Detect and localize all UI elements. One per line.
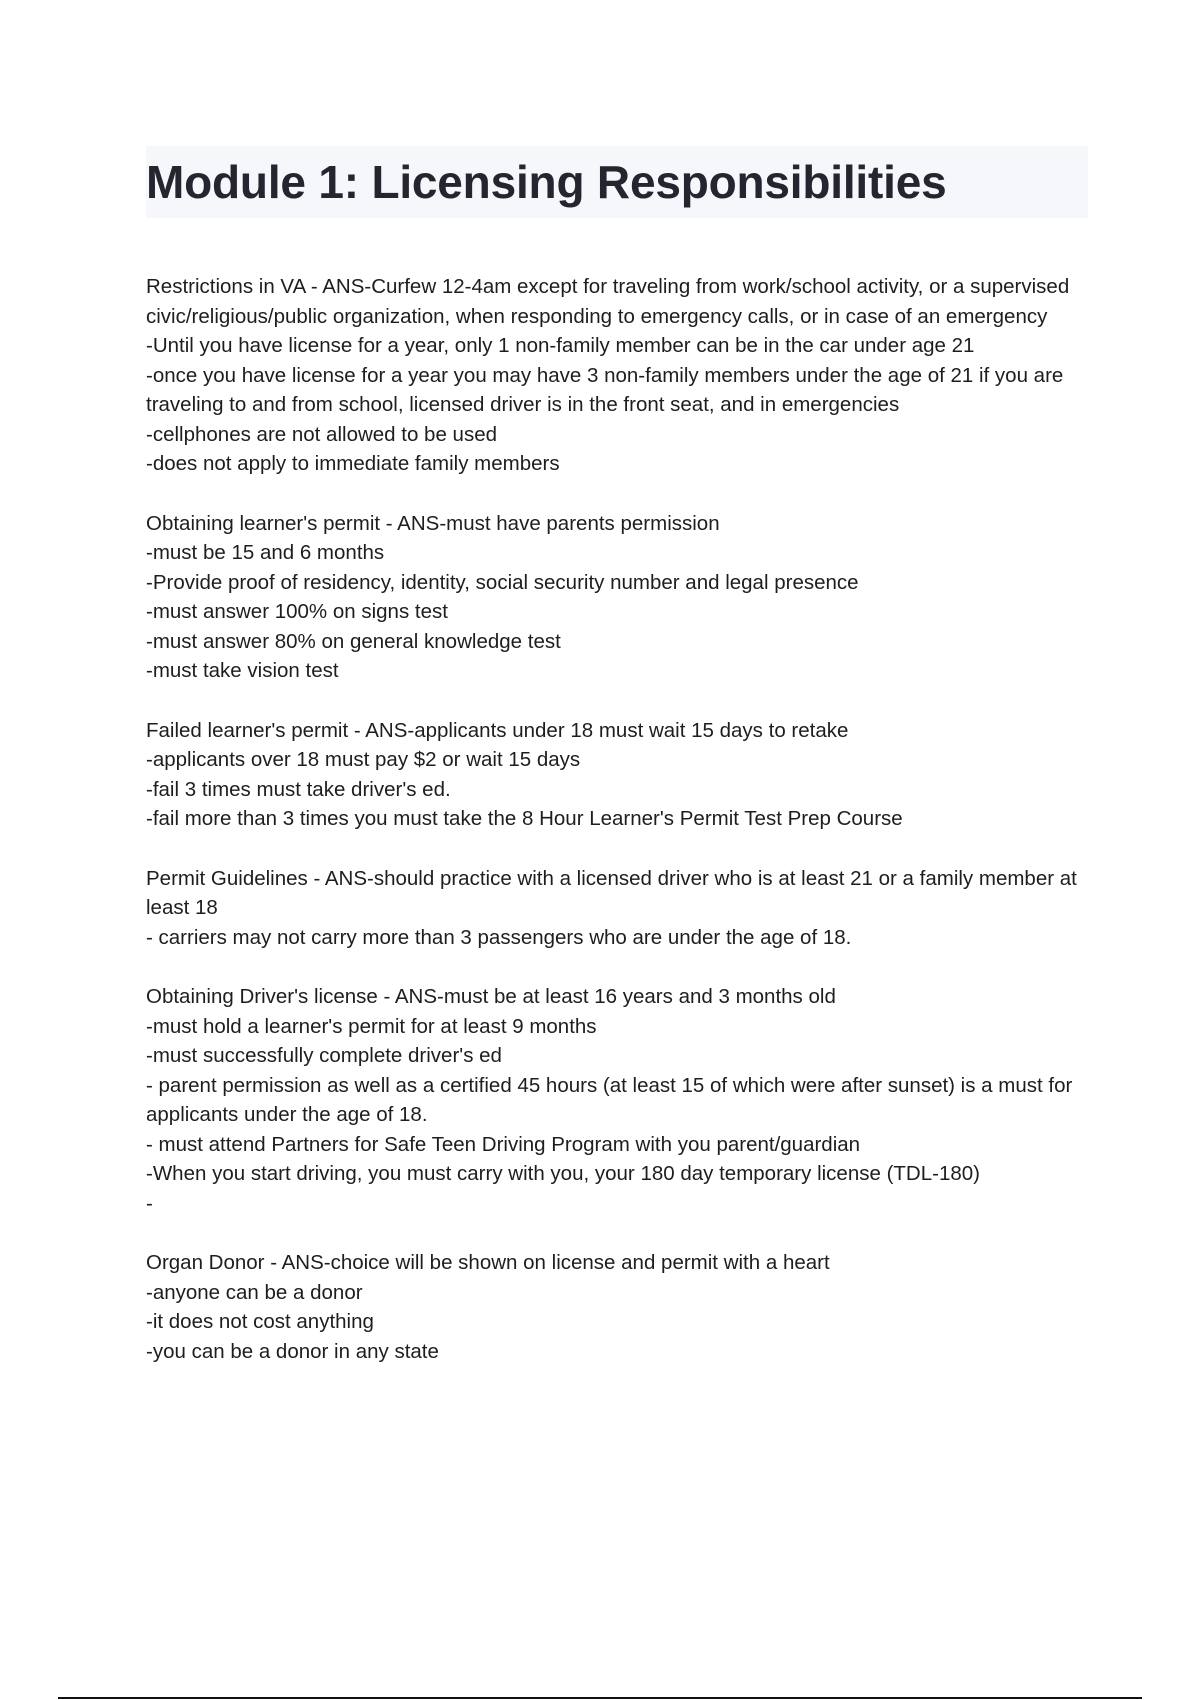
section-line: - carriers may not carry more than 3 passengers who are under the age of 18. bbox=[146, 925, 852, 949]
section-line: -must answer 80% on general knowledge test bbox=[146, 629, 561, 653]
section-organ-donor bbox=[146, 1248, 1096, 1366]
section-line: -must be 15 and 6 months bbox=[146, 541, 385, 564]
section-line: -must answer 100% on signs test bbox=[146, 600, 448, 623]
section-line: -must take vision test bbox=[146, 659, 339, 682]
section-line: Restrictions in VA - ANS-Curfew 12-4am except for traveling from work/school activity, or a supervised civic/religious/public organization, when responding to emergency calls, or in case of an emergency bbox=[146, 275, 1070, 328]
section-line: -you can be a donor in any state bbox=[146, 1339, 439, 1363]
section-line: - bbox=[146, 1191, 153, 1215]
section-line: -must successfully complete driver's ed bbox=[146, 1044, 502, 1067]
section-line: - parent permission as well as a certified 45 hours (at least 15 of which were after sunset) is a must for applicants under the age of 18. bbox=[146, 1073, 1073, 1126]
section-learners-permit bbox=[146, 509, 1096, 686]
section-line: -Provide proof of residency, identity, social security number and legal presence bbox=[146, 570, 859, 594]
section-line: -fail 3 times must take driver's ed. bbox=[146, 777, 451, 801]
page-bottom-divider bbox=[58, 1697, 1142, 1699]
section-line: -must hold a learner's permit for at least 9 months bbox=[146, 1014, 597, 1038]
section-line: - must attend Partners for Safe Teen Driving Program with you parent/guardian bbox=[146, 1132, 861, 1156]
document-body bbox=[146, 272, 1096, 1396]
section-line: -once you have license for a year you may have 3 non-family members under the age of 21 if you are traveling to and from school, licensed driver is in the front seat, and in emergencies bbox=[146, 363, 1064, 416]
section-line: -Until you have license for a year, only 1 non-family member can be in the car under age 21 bbox=[146, 334, 975, 357]
section-line: -When you start driving, you must carry with you, your 180 day temporary license (TDL-180) bbox=[146, 1162, 980, 1185]
section-line: -it does not cost anything bbox=[146, 1310, 374, 1333]
section-permit-guidelines bbox=[146, 864, 1096, 953]
title-band bbox=[146, 146, 1088, 218]
section-line: Organ Donor - ANS-choice will be shown on license and permit with a heart bbox=[146, 1251, 830, 1274]
page-title: Module 1: Licensing Responsibilities bbox=[146, 156, 947, 208]
section-line: -does not apply to immediate family members bbox=[146, 452, 560, 475]
section-line: -anyone can be a donor bbox=[146, 1280, 363, 1304]
section-restrictions bbox=[146, 272, 1096, 479]
section-line: Obtaining Driver's license - ANS-must be at least 16 years and 3 months old bbox=[146, 985, 836, 1008]
section-line: -applicants over 18 must pay $2 or wait 15 days bbox=[146, 748, 581, 771]
section-line: Failed learner's permit - ANS-applicants under 18 must wait 15 days to retake bbox=[146, 718, 849, 742]
section-line: Permit Guidelines - ANS-should practice with a licensed driver who is at least 21 or a family member at least 18 bbox=[146, 866, 1077, 919]
section-failed-permit bbox=[146, 716, 1096, 834]
section-line: -cellphones are not allowed to be used bbox=[146, 422, 498, 446]
section-line: -fail more than 3 times you must take the 8 Hour Learner's Permit Test Prep Course bbox=[146, 807, 903, 830]
section-line: Obtaining learner's permit - ANS-must have parents permission bbox=[146, 511, 720, 535]
section-drivers-license bbox=[146, 982, 1096, 1218]
